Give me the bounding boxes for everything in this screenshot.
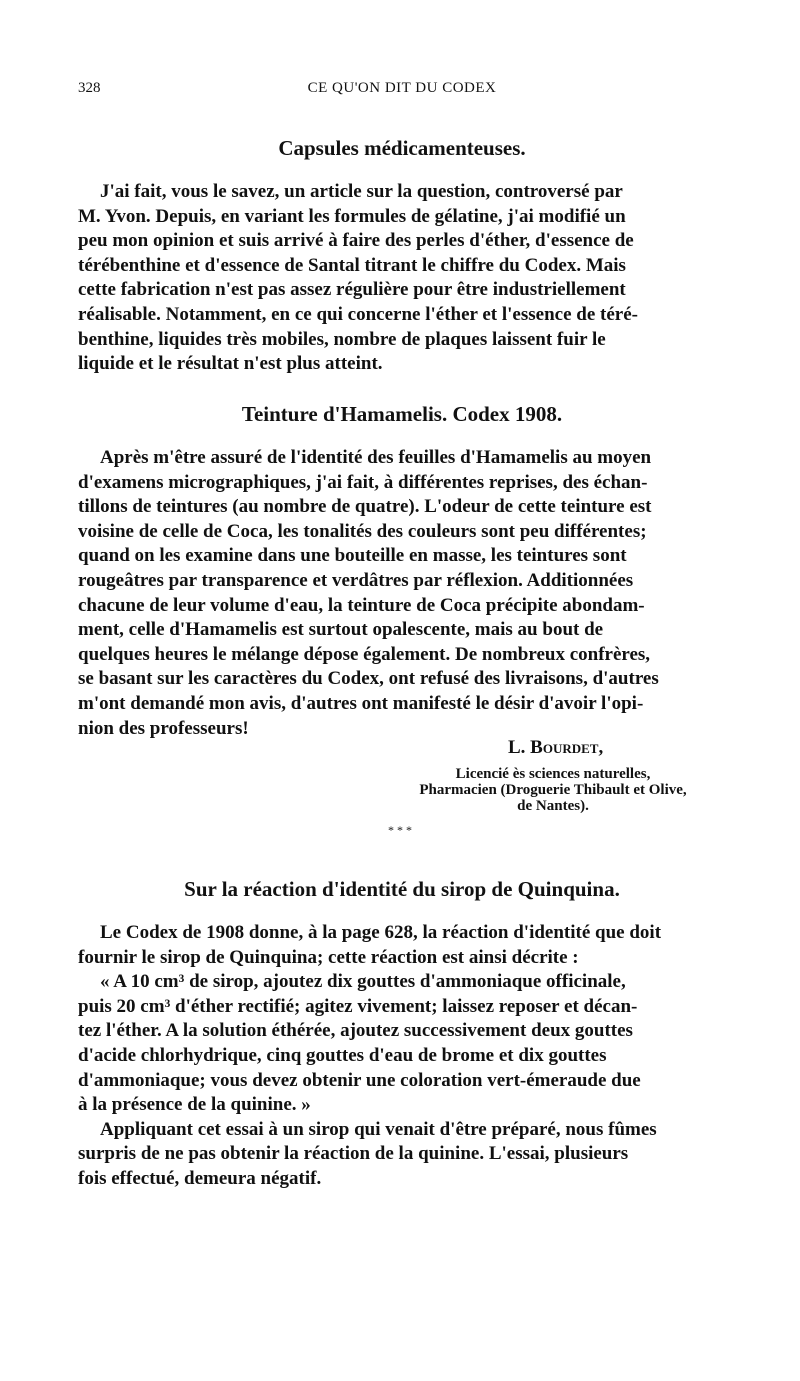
running-title: CE QU'ON DIT DU CODEX (307, 80, 497, 96)
text-line: M. Yvon. Depuis, en variant les formules de gélatine, j'ai modifié un (78, 205, 626, 227)
text-line: chacune de leur volume d'eau, la teinture de Coca précipite abondam- (78, 594, 645, 616)
text-line: térébenthine et d'essence de Santal titrant le chiffre du Codex. Mais (78, 254, 626, 276)
text-line: m'ont demandé mon avis, d'autres ont manifesté le désir d'avoir l'opi- (78, 692, 644, 714)
section-title-capsules: Capsules médicamenteuses. (278, 136, 526, 160)
text-line: tillons de teintures (au nombre de quatre). L'odeur de cette teinture est (78, 496, 652, 518)
section-title-hamamelis: Teinture d'Hamamelis. Codex 1908. (241, 402, 563, 426)
text-line: rougeâtres par transparence et verdâtres par réflexion. Additionnées (78, 569, 634, 591)
section-separator: * * * (388, 823, 412, 837)
text-line: Appliquant cet essai à un sirop qui venait d'être préparé, nous fûmes (100, 1118, 657, 1140)
text-line: J'ai fait, vous le savez, un article sur la question, controversé par (100, 181, 623, 202)
text-line: d'acide chlorhydrique, cinq gouttes d'eau de brome et dix gouttes (78, 1044, 607, 1066)
text-line: cette fabrication n'est pas assez régulière pour être industriellement (78, 279, 626, 301)
text-line: liquide et le résultat n'est plus atteint. (78, 353, 383, 375)
text-line: puis 20 cm³ d'éther rectifié; agitez vivement; laissez reposer et décan- (78, 995, 638, 1017)
credential-line: Licencié ès sciences naturelles, (455, 766, 651, 782)
author-signature: L. Bourdet, (508, 737, 604, 758)
text-line: réalisable. Notamment, en ce qui concerne l'éther et l'essence de téré- (78, 303, 638, 325)
paragraph-quinquina (78, 921, 726, 1192)
text-line: voisine de celle de Coca, les tonalités des couleurs sont peu différentes; (78, 520, 647, 542)
page-number: 328 (78, 80, 101, 96)
text-line: quelques heures le mélange dépose également. De nombreux confrères, (78, 643, 651, 665)
text-line: quand on les examine dans une bouteille en masse, les teintures sont (78, 545, 627, 567)
text-line: surpris de ne pas obtenir la réaction de la quinine. L'essai, plusieurs (78, 1143, 629, 1165)
text-line: fois effectué, demeura négatif. (78, 1167, 322, 1189)
text-line: ment, celle d'Hamamelis est surtout opalescente, mais au bout de (78, 619, 604, 641)
text-line: « A 10 cm³ de sirop, ajoutez dix gouttes d'ammoniaque officinale, (100, 971, 626, 993)
section-title-quinquina: Sur la réaction d'identité du sirop de Quinquina. (184, 877, 620, 901)
text-line: d'ammoniaque; vous devez obtenir une coloration vert-émeraude due (78, 1069, 641, 1091)
text-line: à la présence de la quinine. » (78, 1094, 311, 1116)
text-line: nion des professeurs! (78, 717, 249, 739)
credential-line: de Nantes). (517, 798, 589, 814)
text-line: Le Codex de 1908 donne, à la page 628, la réaction d'identité que doit (100, 922, 662, 943)
author-credentials (380, 766, 726, 814)
text-line: se basant sur les caractères du Codex, ont refusé des livraisons, d'autres (78, 668, 659, 690)
text-line: peu mon opinion et suis arrivé à faire des perles d'éther, d'essence de (78, 230, 634, 252)
text-line: Après m'être assuré de l'identité des feuilles d'Hamamelis au moyen (100, 447, 652, 468)
page-header (78, 80, 726, 102)
text-line: tez l'éther. A la solution éthérée, ajoutez successivement deux gouttes (78, 1020, 633, 1042)
text-line: fournir le sirop de Quinquina; cette réaction est ainsi décrite : (78, 946, 579, 968)
paragraph-hamamelis (78, 446, 726, 741)
text-line: d'examens micrographiques, j'ai fait, à différentes reprises, des échan- (78, 471, 648, 493)
credential-line: Pharmacien (Droguerie Thibault et Olive, (419, 782, 687, 798)
paragraph-capsules (78, 180, 726, 377)
text-line: benthine, liquides très mobiles, nombre de plaques laissent fuir le (78, 328, 606, 350)
